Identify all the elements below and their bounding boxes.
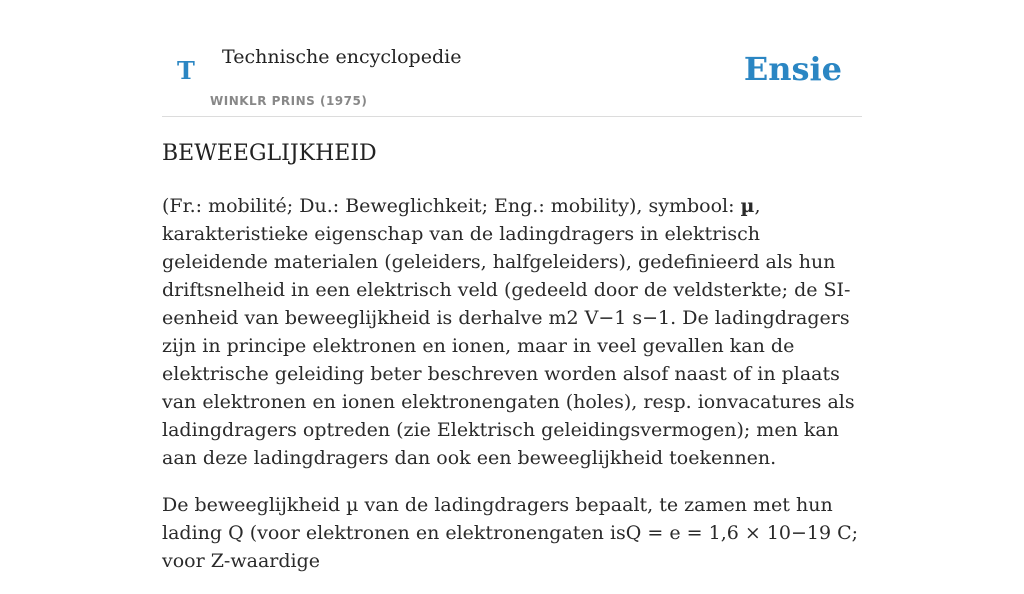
entry-paragraph-1 <box>162 192 862 472</box>
source-title[interactable]: Technische encyclopedie <box>222 46 462 68</box>
entry-title: BEWEEGLIJKHEID <box>162 141 377 166</box>
brand-logo[interactable]: Ensie <box>743 50 842 88</box>
entry-paragraph-2: De beweeglijkheid µ van de ladingdragers bepaalt, te zamen met hun lading Q (voor elektronen en elektronengaten isQ = e = 1,6 × 10−19 C; voor Z-waardige <box>162 494 859 572</box>
entry-body <box>162 192 862 594</box>
entry-page <box>162 0 862 572</box>
paragraph-1-intro: (Fr.: mobilité; Du.: Beweglichkeit; Eng.: mobility), symbool: <box>162 195 741 217</box>
page-header <box>162 0 862 117</box>
source-logo-icon[interactable]: T <box>177 56 195 85</box>
paragraph-1-rest: , karakteristieke eigenschap van de ladingdragers in elektrisch geleidende materialen (geleiders, halfgeleiders), gedefinieerd als hun driftsnelheid in een elektrisch veld (gedeeld door de veldsterkte; de SI-eenheid van beweeglijkheid is derhalve m2 V−1 s−1. De ladingdragers zijn in principe elektronen en ionen, maar in veel gevallen kan de elektrische geleiding beter beschreven worden alsof naast of in plaats van elektronen en ionen elektronengaten (holes), resp. ionvacatures als ladingdragers optreden (zie Elektrisch geleidingsvermogen); men kan aan deze ladingdragers dan ook een beweeglijkheid toekennen. <box>162 195 855 469</box>
source-subtitle: WINKLR PRINS (1975) <box>210 94 368 108</box>
mobility-symbol: µ <box>740 195 755 217</box>
